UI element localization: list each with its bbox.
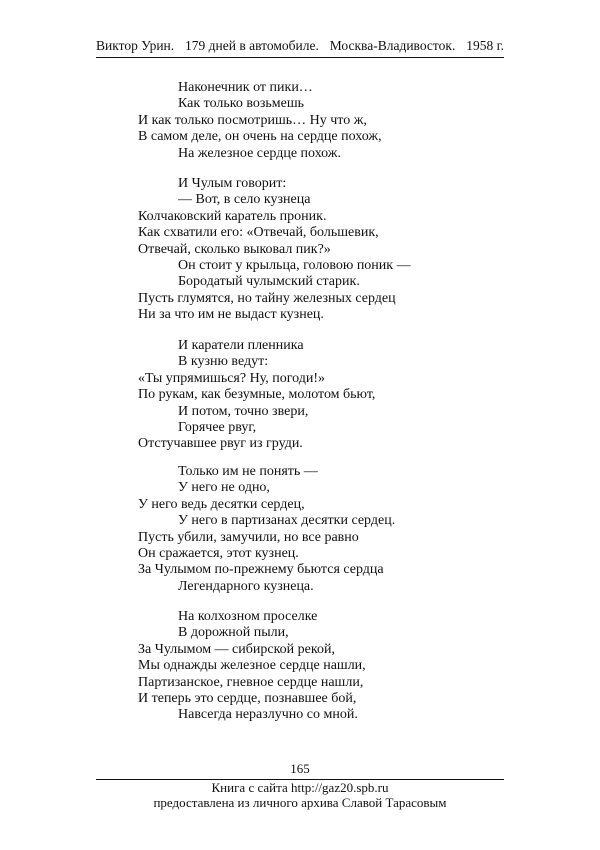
poem-line: Только им не понять —	[178, 464, 318, 479]
poem-line: Как только возьмешь	[178, 96, 305, 112]
footer-credit: предоставлена из личного архива Славой Тарасовым	[153, 795, 447, 810]
poem-line: За Чулымом по-прежнему бьются сердца	[138, 562, 384, 578]
poem-line: Как схватили его: «Отвечай, большевик,	[138, 225, 379, 241]
poem-line: Он сражается, этот кузнец.	[138, 545, 299, 561]
poem-line: Пусть убили, замучили, но все равно	[138, 529, 359, 545]
header-rule	[96, 57, 504, 58]
poem-line: В самом деле, он очень на сердце похож,	[138, 129, 382, 145]
poem-line: На железное сердце похож.	[178, 145, 341, 161]
stanza	[138, 464, 498, 595]
page-number: 165	[290, 761, 310, 776]
header-route: Москва-Владивосток.	[329, 38, 456, 53]
poem-line: На колхозном проселке	[178, 609, 318, 624]
poem-line: У него в партизанах десятки сердец.	[178, 513, 396, 529]
running-header	[96, 38, 504, 54]
stanza	[138, 338, 498, 453]
poem-line: Отвечай, сколько выковал пик?»	[138, 241, 331, 257]
poem-line: «Ты упрямишься? Ну, погоди!»	[138, 370, 326, 386]
poem-line: У него не одно,	[178, 480, 270, 496]
poem-line: В дорожной пыли,	[178, 625, 289, 641]
poem-line: Отстучавшее рвуг из груди.	[138, 436, 303, 452]
poem-line: И как только посмотришь… Ну что ж,	[138, 112, 367, 128]
poem-line: В кузню ведут:	[178, 354, 269, 370]
stanza	[138, 176, 498, 324]
poem-line: Навсегда неразлучно со мной.	[178, 707, 358, 723]
poem-line: Горячее рвуг,	[178, 419, 257, 435]
poem-line: За Чулымом — сибирской рекой,	[138, 641, 335, 657]
poem-line: — Вот, в село кузнеца	[178, 192, 311, 208]
footer-source: Книга с сайта http://gaz20.spb.ru	[211, 780, 389, 795]
stanza	[138, 80, 498, 162]
poem-line: Ни за что им не выдаст кузнец.	[138, 307, 324, 323]
header-title: 179 дней в автомобиле.	[185, 38, 319, 53]
poem-line: Пусть глумятся, но тайну железных сердец	[138, 290, 396, 306]
poem-line: Бородатый чулымский старик.	[178, 274, 360, 290]
poem-line: Наконечник от пики…	[178, 80, 313, 95]
poem-line: Колчаковский каратель проник.	[138, 208, 327, 224]
poem-line: И каратели пленника	[178, 338, 304, 353]
poem-line: Легендарного кузнеца.	[178, 578, 314, 594]
poem-line: И Чулым говорит:	[178, 176, 287, 191]
poem-line: Партизанское, гневное сердце нашли,	[138, 674, 364, 690]
footer	[0, 780, 600, 810]
poem-line: У него ведь десятки сердец,	[138, 496, 305, 512]
poem-line: По рукам, как безумные, молотом бьют,	[138, 387, 376, 403]
poem-line: И теперь это сердце, познавшее бой,	[138, 690, 357, 706]
poem-line: И потом, точно звери,	[178, 403, 309, 419]
poem-line: Он стоит у крыльца, головою поник —	[178, 257, 411, 273]
stanza	[138, 609, 498, 724]
header-author: Виктор Урин.	[96, 38, 175, 53]
poem-line: Мы однажды железное сердце нашли,	[138, 658, 366, 674]
header-year: 1958 г.	[466, 38, 504, 53]
